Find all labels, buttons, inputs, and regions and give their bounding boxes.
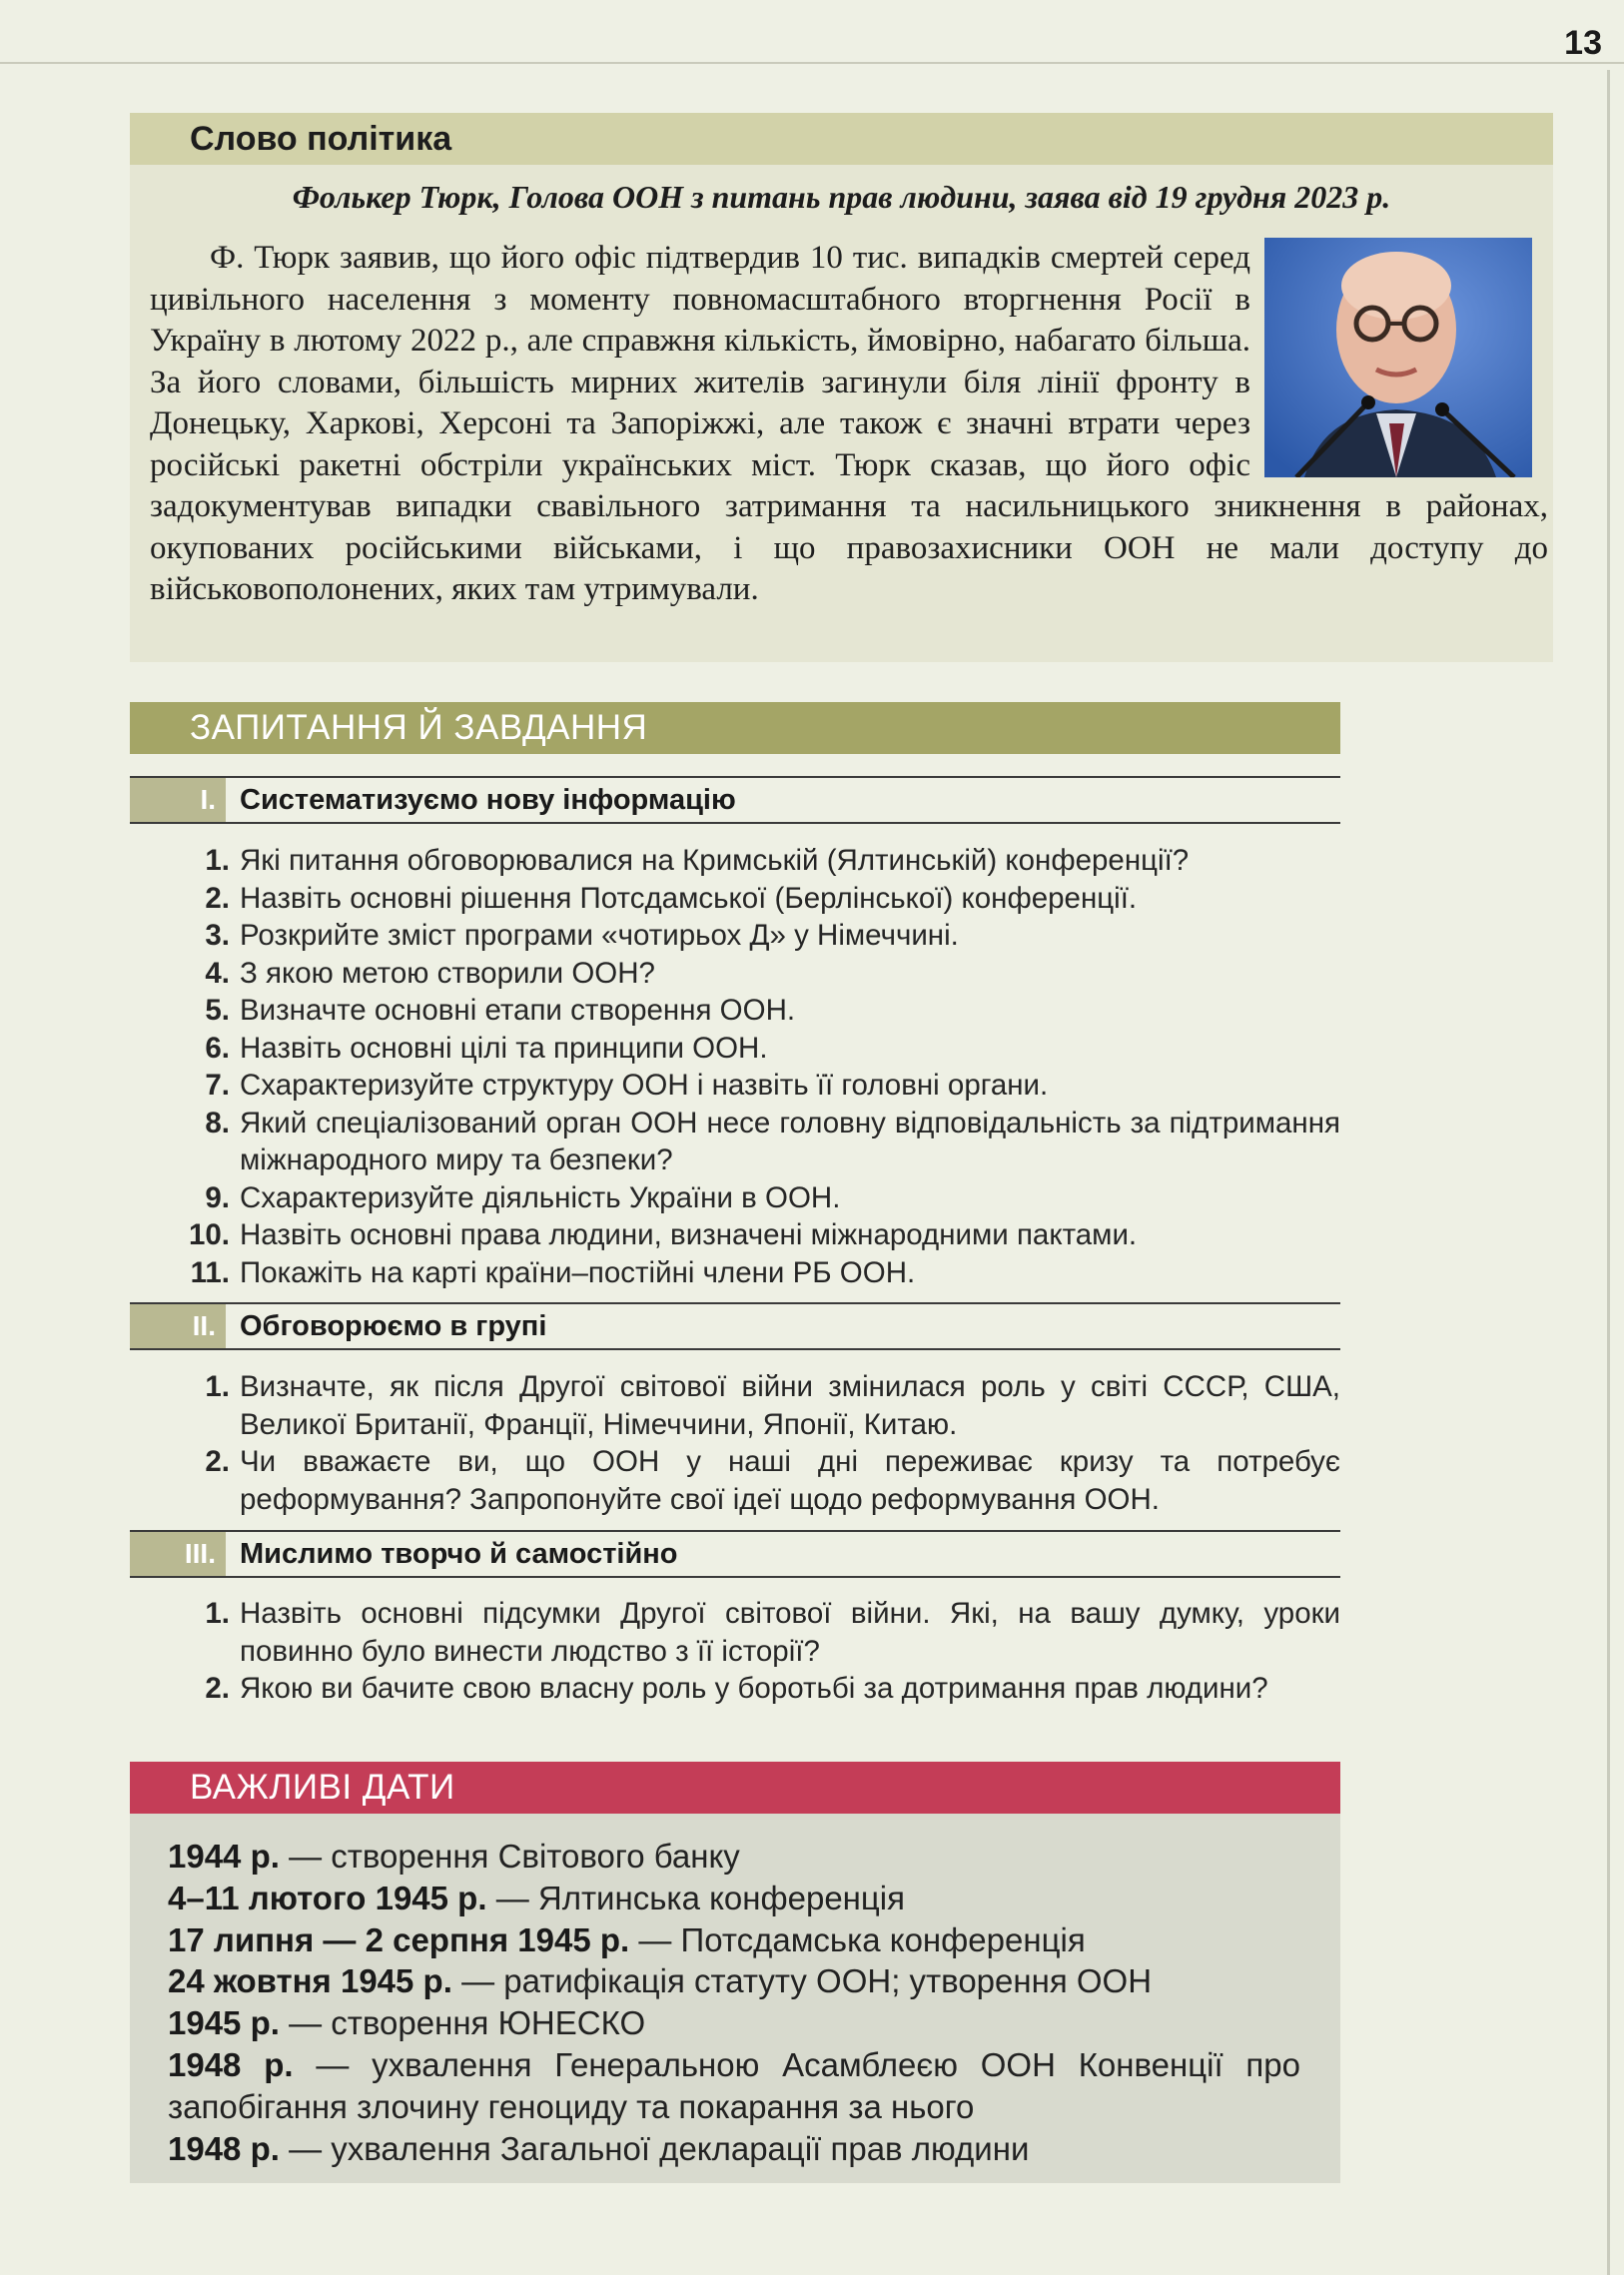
item-text: Назвіть основні рішення Потсдамської (Берлінської) конференції. [240,881,1138,915]
item-text: Покажіть на карті країни–постійні члени РБ ООН. [240,1255,916,1289]
section-3-title: Мислимо творчо й самостійно [240,1537,678,1570]
quote-heading: Слово політика [130,113,1553,165]
date-event: — Ялтинська конференція [495,1879,906,1916]
date-value: 1945 р. [168,2004,280,2042]
section-1-roman: I. [130,778,226,822]
date-value: 17 липня — 2 серпня 1945 р. [168,1920,630,1958]
item-number: 8. [205,1106,230,1139]
date-item [168,2128,1300,2170]
date-item [168,1878,1300,1919]
section-2-title: Обговорюємо в групі [240,1309,547,1342]
item-text: Назвіть основні підсумки Другої світової війни. Які, на вашу думку, уроки повинно було винести людство з її історії? [240,1597,1340,1668]
list-item [130,1595,1340,1670]
item-number: 3. [205,919,230,952]
list-item [130,1067,1340,1105]
list-item [130,1216,1340,1254]
list-item [130,917,1340,955]
section-3-header [130,1530,1340,1578]
list-item [130,1105,1340,1179]
list-item [130,1368,1340,1443]
date-item [168,1919,1300,1961]
date-value: 1948 р. [168,2045,294,2083]
questions-heading: ЗАПИТАННЯ Й ЗАВДАННЯ [130,702,1340,754]
item-number: 7. [205,1069,230,1102]
dates-heading: ВАЖЛИВІ ДАТИ [130,1762,1340,1814]
list-item [130,1179,1340,1217]
date-item [168,1836,1300,1878]
item-text: З якою метою створили ООН? [240,956,655,990]
list-item [130,1670,1340,1708]
list-item [130,880,1340,918]
speaker-photo [1264,238,1532,477]
item-text: Якою ви бачите свою власну роль у боротьбі за дотримання прав людини? [240,1672,1268,1705]
item-text: Схарактеризуйте структуру ООН і назвіть її головні органи. [240,1069,1049,1102]
item-number: 2. [205,1445,230,1478]
section-3-list [130,1595,1340,1708]
list-item [130,842,1340,880]
item-number: 10. [188,1218,230,1251]
section-2-roman: II. [130,1304,226,1348]
item-number: 4. [205,956,230,990]
dates-box [130,1814,1340,2183]
item-number: 6. [205,1031,230,1065]
item-text: Який спеціалізований орган ООН несе головну відповідальність за підтримання міжнародного миру та безпеки? [240,1106,1340,1176]
quote-text: Ф. Тюрк заявив, що його офіс підтвердив 10 тис. випадків смертей серед цивільного населення з моменту повномасштабного вторгнення Росії в Україну в лютому 2022 р., але справжня кількість, ймовірно, набагато більша. За його словами, більшість мирних жителів загинули біля лінії фронту в Донецьку, Харкові, Херсоні та Запоріжжі, але також є значні втрати через російські ракетні обстріли українських міст. Тюрк сказав, що його офіс задокументував випадки свавільного затримання та насильницького зникнення в районах, окупованих російськими військами, і що правозахисники ООН не мали доступу до військовополонених, яких там утримували. [150,240,1548,607]
list-item [130,1030,1340,1068]
date-event: — Потсдамська конференція [638,1920,1086,1958]
quote-subtitle: Фолькер Тюрк, Голова ООН з питань прав людини, заява від 19 грудня 2023 р. [292,179,1391,215]
politician-quote-box [130,113,1553,662]
date-event: — ухвалення Генеральною Асамблеєю ООН Конвенції про запобігання злочину геноциду та покарання за нього [168,2045,1300,2125]
date-event: — створення Світового банку [289,1838,740,1875]
item-number: 1. [205,1597,230,1630]
section-3-roman: III. [130,1532,226,1576]
date-item [168,2044,1300,2128]
date-event: — ухвалення Загальної декларації прав людини [289,2129,1030,2167]
top-rule [0,62,1624,64]
item-number: 2. [205,881,230,915]
item-text: Розкрийте зміст програми «чотирьох Д» у Німеччині. [240,919,959,952]
item-text: Які питання обговорювалися на Кримській (Ялтинській) конференції? [240,844,1190,877]
section-1-list [130,842,1340,1291]
list-item [130,1443,1340,1518]
item-text: Чи вважаєте ви, що ООН у наші дні переживає кризу та потребує реформування? Запропонуйте свої ідеї щодо реформування ООН. [240,1445,1340,1516]
section-2-header [130,1302,1340,1350]
item-text: Визначте, як після Другої світової війни змінилася роль у світі СССР, США, Великої Британії, Франції, Німеччини, Японії, Китаю. [240,1370,1340,1441]
date-event: — створення ЮНЕСКО [289,2004,646,2042]
date-value: 24 жовтня 1945 р. [168,1962,452,2000]
date-event: — ратифікація статуту ООН; утворення ООН [461,1962,1153,2000]
section-2-list [130,1368,1340,1518]
date-value: 4–11 лютого 1945 р. [168,1879,487,1916]
item-number: 1. [205,1370,230,1403]
page-edge [1607,70,1610,2275]
date-item [168,1960,1300,2002]
date-item [168,2002,1300,2044]
speaker-portrait-image [1264,238,1532,477]
item-text: Назвіть основні права людини, визначені міжнародними пактами. [240,1218,1138,1251]
item-number: 9. [205,1180,230,1214]
item-number: 5. [205,994,230,1027]
item-number: 2. [205,1672,230,1705]
list-item [130,955,1340,993]
item-text: Визначте основні етапи створення ООН. [240,994,796,1027]
item-text: Назвіть основні цілі та принципи ООН. [240,1031,768,1065]
item-number: 11. [190,1255,230,1289]
section-1-title: Систематизуємо нову інформацію [240,783,736,816]
item-number: 1. [205,844,230,877]
date-value: 1948 р. [168,2129,280,2167]
section-1-header [130,776,1340,824]
page-number: 13 [1564,24,1602,62]
item-text: Схарактеризуйте діяльність України в ООН. [240,1180,841,1214]
list-item [130,992,1340,1030]
list-item [130,1254,1340,1292]
date-value: 1944 р. [168,1838,280,1875]
